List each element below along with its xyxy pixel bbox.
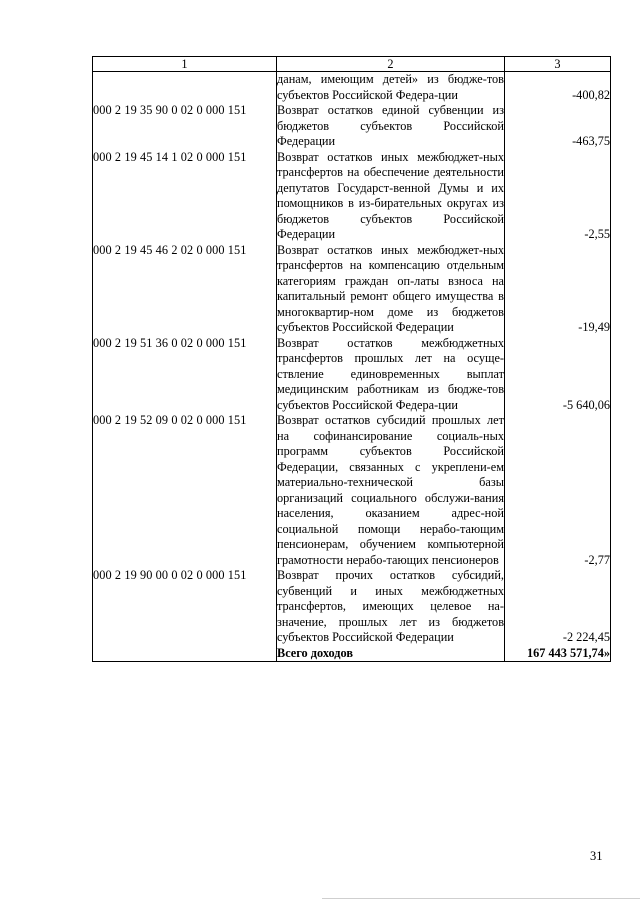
income-description: данам, имеющим детей» из бюдже-тов субъектов Российской Федера-ции xyxy=(277,72,504,102)
total-row xyxy=(93,646,611,662)
income-description: Возврат остатков иных межбюджет-ных трансфертов на компенсацию отдельным категориям граждан оп-латы взноса на капитальный ремонт общего имущества в многоквартир-ном доме из бюджетов субъектов Российской Федерации xyxy=(277,242,504,334)
amount: -463,75 xyxy=(505,103,611,150)
footer-divider xyxy=(322,898,640,899)
amount: -19,49 xyxy=(505,243,611,336)
column-header-3: 3 xyxy=(505,57,611,72)
budget-code: 000 2 19 35 90 0 02 0 000 151 xyxy=(93,103,277,150)
budget-code: 000 2 19 45 46 2 02 0 000 151 xyxy=(93,243,277,336)
table-row xyxy=(93,103,611,150)
income-description: Возврат остатков иных межбюджет-ных трансфертов на обеспечение деятельности депутатов Государст-венной Думы и их помощников в из-бирательных округах из бюджетов субъектов Российской Федерации xyxy=(277,149,504,241)
table-row xyxy=(93,243,611,336)
table-row xyxy=(93,72,611,104)
total-amount: 167 443 571,74» xyxy=(505,646,611,662)
revenue-table xyxy=(92,56,611,662)
table-row xyxy=(93,568,611,646)
column-header-2: 2 xyxy=(277,57,505,72)
amount: -5 640,06 xyxy=(505,336,611,414)
column-header-1: 1 xyxy=(93,57,277,72)
page-number: 31 xyxy=(590,849,603,863)
amount: -2 224,45 xyxy=(505,568,611,646)
table-row xyxy=(93,336,611,414)
total-code xyxy=(93,646,277,662)
header-row xyxy=(93,57,611,72)
income-description: Возврат остатков межбюджетных трансфертов прошлых лет на осуще-ствление единовременных выплат медицинским работникам из бюдже-тов субъектов Российской Федера-ции xyxy=(277,335,504,412)
income-description: Возврат прочих остатков субсидий, субвенций и иных межбюджетных трансфертов, имеющих целевое на-значение, прошлых лет из бюджетов субъектов Российской Федерации xyxy=(277,568,504,644)
table-row xyxy=(93,413,611,568)
table-row xyxy=(93,150,611,243)
budget-code: 000 2 19 45 14 1 02 0 000 151 xyxy=(93,150,277,243)
income-description: Возврат остатков единой субвенции из бюджетов субъектов Российской Федерации xyxy=(277,103,504,148)
amount: -2,77 xyxy=(505,413,611,568)
budget-code: 000 2 19 90 00 0 02 0 000 151 xyxy=(93,568,277,646)
budget-code xyxy=(93,72,277,104)
income-description: Возврат остатков субсидий прошлых лет на софинансирование социаль-ных программ субъектов Российской Федерации, связанных с укреплени-ем материально-технической базы организаций социального обслужи-вания населения, оказанием адрес-ной социальной помощи нерабо-тающим пенсионерам, обучением компьютерной грамотности нерабо-тающих пенсионеров xyxy=(277,413,504,567)
budget-code: 000 2 19 51 36 0 02 0 000 151 xyxy=(93,336,277,414)
amount: -2,55 xyxy=(505,150,611,243)
total-label: Всего доходов xyxy=(277,646,505,662)
budget-code: 000 2 19 52 09 0 02 0 000 151 xyxy=(93,413,277,568)
amount: -400,82 xyxy=(505,72,611,104)
